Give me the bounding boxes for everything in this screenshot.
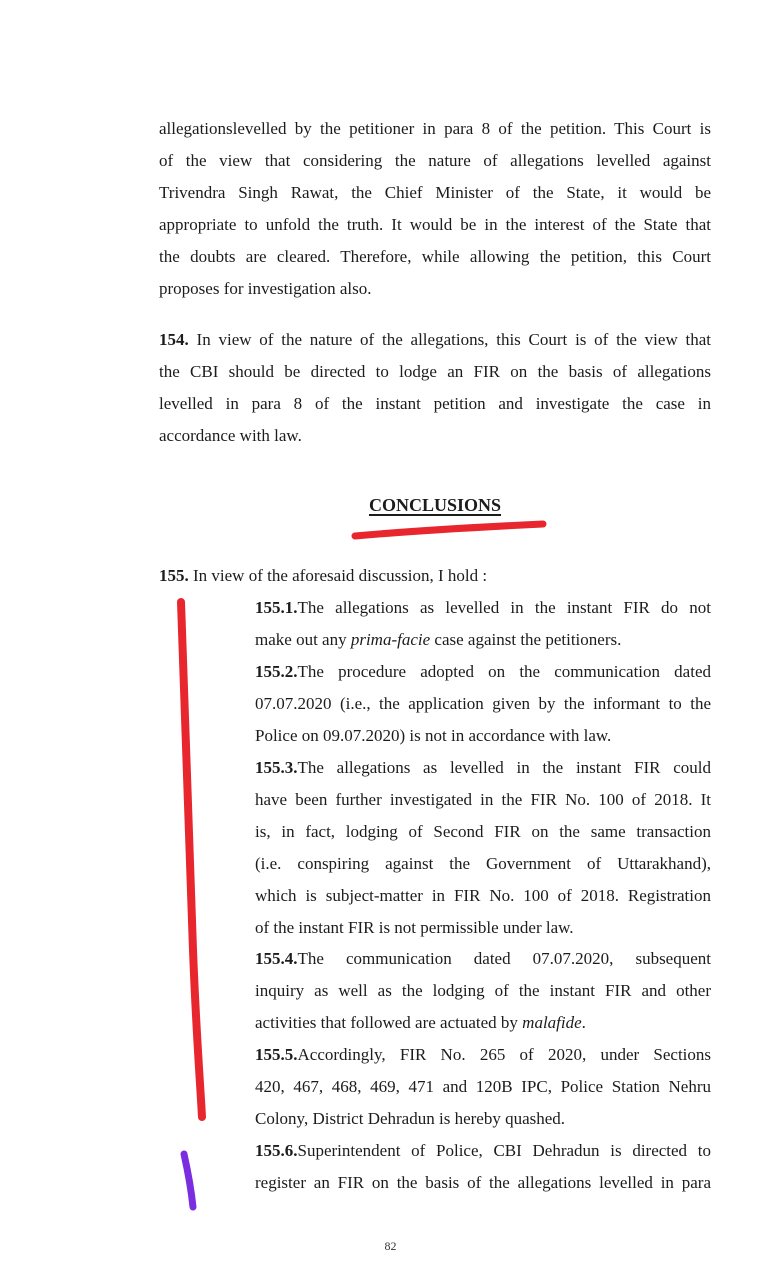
text-line bbox=[255, 1007, 711, 1039]
subparagraph-155-3 bbox=[255, 752, 711, 944]
text-line: have been further investigated in the FIR No. 100 of 2018. It bbox=[255, 790, 711, 809]
text-line bbox=[255, 592, 711, 624]
text-line: register an FIR on the basis of the allegations levelled in para bbox=[255, 1173, 711, 1192]
text-segment: The allegations as levelled in the instant FIR do not bbox=[297, 598, 711, 617]
intro-paragraph bbox=[159, 113, 711, 305]
red-underline-mark bbox=[355, 524, 543, 536]
text-segment: The procedure adopted on the communication dated bbox=[297, 662, 711, 681]
text-segment: . bbox=[581, 1013, 586, 1032]
text-line: allegationslevelled by the petitioner in para 8 of the petition. This Court is bbox=[159, 119, 711, 138]
subparagraph-155-4 bbox=[255, 943, 711, 1039]
text-line bbox=[255, 752, 711, 784]
text-line: Colony, District Dehradun is hereby quashed. bbox=[255, 1109, 566, 1128]
subparagraph-number: 155.5. bbox=[255, 1045, 298, 1064]
subparagraph-155-6 bbox=[255, 1135, 711, 1199]
text-line: the CBI should be directed to lodge an FIR on the basis of allegations bbox=[159, 362, 711, 381]
subparagraph-155-2 bbox=[255, 656, 711, 752]
text-line: of the view that considering the nature of allegations levelled against bbox=[159, 151, 711, 170]
subparagraph-155-5 bbox=[255, 1039, 711, 1135]
text-segment: Accordingly, FIR No. 265 of 2020, under Sections bbox=[297, 1045, 711, 1064]
paragraph-number: 154. bbox=[159, 330, 189, 349]
page-number: 82 bbox=[384, 1239, 397, 1253]
text-segment: In view of the nature of the allegations, this Court is of the view that bbox=[188, 330, 711, 349]
text-segment: Superintendent of Police, CBI Dehradun is directed to bbox=[297, 1141, 711, 1160]
subparagraph-number: 155.1. bbox=[255, 598, 298, 617]
text-line: proposes for investigation also. bbox=[159, 279, 372, 298]
text-line: which is subject-matter in FIR No. 100 of 2018. Registration bbox=[255, 886, 711, 905]
red-margin-line-mark bbox=[181, 602, 202, 1117]
text-line: is, in fact, lodging of Second FIR on the same transaction bbox=[255, 822, 711, 841]
text-line: levelled in para 8 of the instant petition and investigate the case in bbox=[159, 394, 711, 413]
text-line: 07.07.2020 (i.e., the application given by the informant to the bbox=[255, 694, 711, 713]
conclusions-heading: CONCLUSIONS bbox=[368, 495, 502, 515]
paragraph-number: 155. bbox=[159, 566, 189, 585]
purple-margin-line-mark bbox=[184, 1154, 193, 1207]
text-line bbox=[255, 656, 711, 688]
text-line: Trivendra Singh Rawat, the Chief Minister of the State, it would be bbox=[159, 183, 711, 202]
text-segment: make out any bbox=[255, 630, 351, 649]
italic-term: prima-facie bbox=[350, 630, 431, 649]
text-line bbox=[255, 943, 711, 975]
text-line: Police on 09.07.2020) is not in accordance with law. bbox=[255, 726, 612, 745]
text-line bbox=[255, 1135, 711, 1167]
paragraph-154 bbox=[159, 324, 711, 452]
subparagraph-155-1 bbox=[255, 592, 711, 656]
text-line: (i.e. conspiring against the Government of Uttarakhand), bbox=[255, 854, 711, 873]
subparagraph-number: 155.2. bbox=[255, 662, 298, 681]
text-line: of the instant FIR is not permissible under law. bbox=[255, 918, 574, 937]
text-line: inquiry as well as the lodging of the instant FIR and other bbox=[255, 981, 711, 1000]
text-line bbox=[255, 624, 711, 656]
text-line: accordance with law. bbox=[159, 426, 302, 445]
text-segment: case against the petitioners. bbox=[430, 630, 622, 649]
paragraph-155 bbox=[159, 560, 487, 592]
text-line bbox=[159, 324, 711, 356]
text-line: appropriate to unfold the truth. It would be in the interest of the State that bbox=[159, 215, 711, 234]
text-segment: The communication dated 07.07.2020, subsequent bbox=[297, 949, 711, 968]
subparagraph-number: 155.4. bbox=[255, 949, 298, 968]
subparagraph-number: 155.6. bbox=[255, 1141, 298, 1160]
subparagraph-number: 155.3. bbox=[255, 758, 298, 777]
text-segment: activities that followed are actuated by bbox=[255, 1013, 523, 1032]
text-line: the doubts are cleared. Therefore, while allowing the petition, this Court bbox=[159, 247, 711, 266]
text-line: 420, 467, 468, 469, 471 and 120B IPC, Police Station Nehru bbox=[255, 1077, 711, 1096]
text-line bbox=[255, 1039, 711, 1071]
text-segment: In view of the aforesaid discussion, I hold : bbox=[188, 566, 488, 585]
italic-term: malafide bbox=[522, 1013, 582, 1032]
section-heading bbox=[0, 492, 781, 518]
text-segment: The allegations as levelled in the instant FIR could bbox=[297, 758, 711, 777]
